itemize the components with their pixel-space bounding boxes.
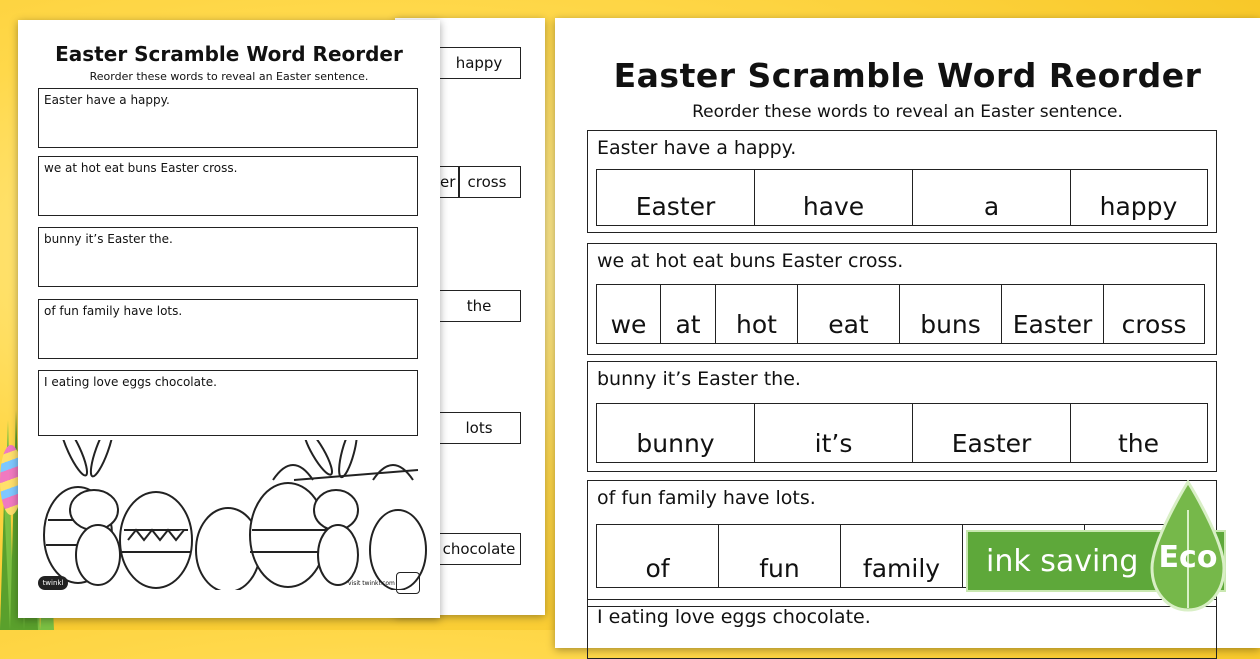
front-worksheet-page — [18, 20, 440, 618]
word-card: it’s — [755, 404, 913, 462]
back-word: cross — [467, 173, 507, 191]
front-sentence-box — [38, 88, 418, 148]
word-card: a — [913, 170, 1071, 225]
twinkl-logo: twinkl — [38, 576, 68, 590]
scrambled-sentence: of fun family have lots. — [597, 487, 816, 509]
word-card: bunny — [597, 404, 755, 462]
scrambled-sentence: we at hot eat buns Easter cross. — [597, 250, 904, 272]
right-subtitle: Reorder these words to reveal an Easter sentence. — [692, 102, 1123, 122]
sentence-row — [587, 243, 1217, 355]
back-word-box — [437, 290, 521, 322]
scrambled-sentence: I eating love eggs chocolate. — [597, 606, 871, 628]
word-card: Easter — [597, 170, 755, 225]
back-word-box — [437, 533, 521, 565]
ink-saving-label: ink saving — [986, 544, 1139, 579]
sentence-row — [587, 599, 1217, 659]
front-title: Easter Scramble Word Reorder — [55, 42, 403, 66]
right-title: Easter Scramble Word Reorder — [613, 56, 1202, 95]
word-card: family — [841, 525, 963, 587]
front-sentence-box — [38, 299, 418, 359]
back-word-box — [437, 412, 521, 444]
word-card: the — [1117, 429, 1160, 458]
front-sentence: of fun family have lots. — [44, 304, 183, 318]
easter-bunnies-illustration — [38, 440, 428, 590]
front-subtitle: Reorder these words to reveal an Easter sentence. — [89, 70, 369, 83]
word-card: happy — [1099, 192, 1178, 221]
back-word-box — [437, 47, 521, 79]
word-card: Easter — [913, 404, 1071, 462]
scrambled-sentence: Easter have a happy. — [597, 137, 797, 159]
back-word: chocolate — [442, 540, 516, 558]
back-word-box — [437, 166, 521, 198]
word-card: we — [597, 285, 661, 343]
sentence-row — [587, 130, 1217, 233]
word-card: have — [755, 170, 913, 225]
sentence-row — [587, 361, 1217, 472]
back-divider — [458, 167, 460, 197]
footer-badge-icon — [396, 572, 420, 594]
word-cards — [596, 403, 1208, 463]
front-sentence: I eating love eggs chocolate. — [44, 375, 217, 389]
back-word: lots — [465, 419, 493, 437]
back-word: happy — [455, 54, 503, 72]
front-sentence: bunny it’s Easter the. — [44, 232, 173, 246]
front-sentence-box — [38, 370, 418, 436]
word-card: eat — [798, 285, 900, 343]
word-card: Easter — [1002, 285, 1104, 343]
word-card: buns — [900, 285, 1002, 343]
word-card: at — [661, 285, 716, 343]
word-card: hot — [716, 285, 798, 343]
eco-label: Eco — [1158, 540, 1218, 575]
front-sentence: we at hot eat buns Easter cross. — [44, 161, 238, 175]
word-card: cross — [1121, 310, 1187, 339]
front-sentence: Easter have a happy. — [44, 93, 170, 107]
word-card: of — [597, 525, 719, 587]
word-cards — [596, 169, 1208, 226]
word-cards — [596, 284, 1205, 344]
back-word: er — [440, 173, 456, 191]
scrambled-sentence: bunny it’s Easter the. — [597, 368, 801, 390]
word-card: fun — [719, 525, 841, 587]
front-sentence-box — [38, 156, 418, 216]
back-word: the — [466, 297, 492, 315]
footer-url: visit twinkl.com — [348, 580, 395, 587]
front-sentence-box — [38, 227, 418, 287]
